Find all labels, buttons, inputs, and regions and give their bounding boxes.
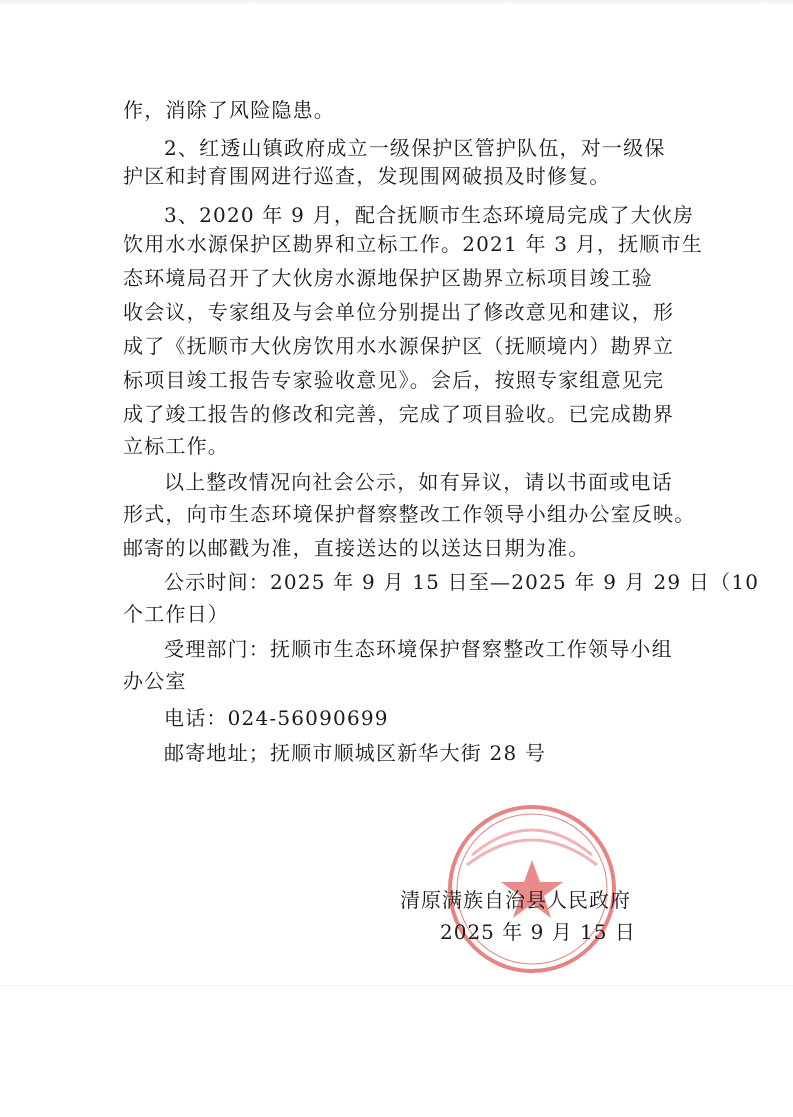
body-line-13: 形式，向市生态环境保护督察整改工作领导小组办公室反映。: [123, 502, 696, 526]
signature-date: 2025 年 9 月 15 日: [440, 920, 636, 944]
body-line-1: 作，消除了风险隐患。: [123, 98, 335, 122]
body-line-20: 邮寄地址；抚顺市顺城区新华大街 28 号: [164, 741, 547, 765]
body-line-8: 成了《抚顺市大伙房饮用水水源保护区（抚顺境内）勘界立: [123, 334, 675, 358]
body-line-14: 邮寄的以邮戳为准，直接送达的以送达日期为准。: [123, 536, 590, 560]
body-line-17: 受理部门：抚顺市生态环境保护督察整改工作领导小组: [164, 637, 673, 661]
scan-edge-top: [0, 0, 793, 6]
body-line-12: 以上整改情况向社会公示，如有异议，请以书面或电话: [164, 470, 673, 494]
body-line-6: 态环境局召开了大伙房水源地保护区勘界立标项目竣工验: [123, 266, 653, 290]
body-line-16: 个工作日）: [123, 602, 229, 626]
body-line-15: 公示时间：2025 年 9 月 15 日至—2025 年 9 月 29 日（10: [164, 570, 760, 594]
body-line-5: 饮用水水源保护区勘界和立标工作。2021 年 3 月，抚顺市生: [123, 232, 703, 256]
body-line-19: 电话：024-56090699: [164, 706, 389, 730]
body-line-4: 3、2020 年 9 月，配合抚顺市生态环境局完成了大伙房: [164, 203, 695, 227]
body-line-18: 办公室: [123, 669, 187, 693]
body-line-7: 收会议，专家组及与会单位分别提出了修改意见和建议，形: [123, 300, 675, 324]
body-line-11: 立标工作。: [123, 434, 229, 458]
body-line-9: 标项目竣工报告专家验收意见》。会后，按照专家组意见完: [123, 368, 665, 392]
body-line-3: 护区和封育围网进行巡查，发现围网破损及时修复。: [123, 164, 611, 188]
signature-organization: 清原满族自治县人民政府: [400, 888, 631, 912]
body-line-2: 2、红透山镇政府成立一级保护区管护队伍，对一级保: [164, 136, 666, 160]
scan-edge-line: [0, 985, 793, 986]
body-line-10: 成了竣工报告的修改和完善，完成了项目验收。已完成勘界: [123, 402, 675, 426]
